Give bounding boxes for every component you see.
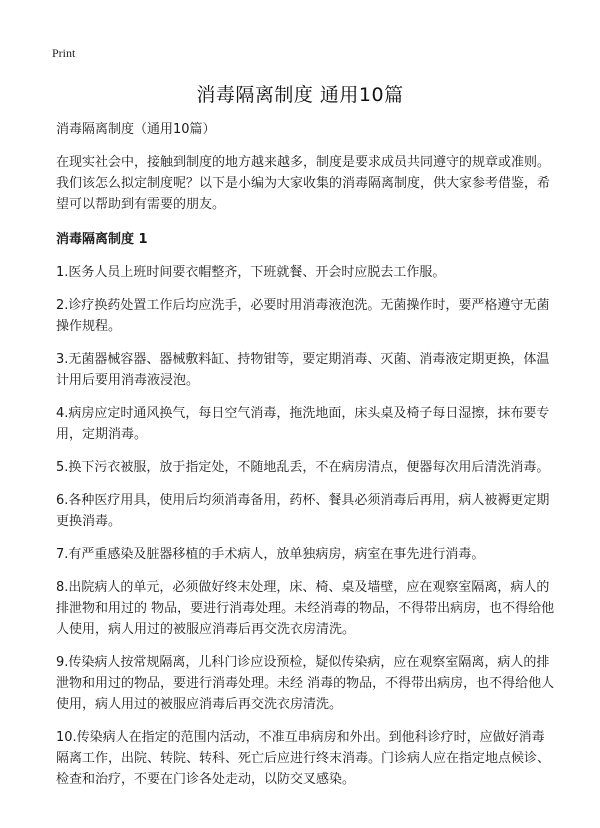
section-heading: 消毒隔离制度 1 bbox=[56, 232, 148, 247]
print-link[interactable]: Print bbox=[52, 46, 76, 60]
list-item: 5.换下污衣被服，放于指定处，不随地乱丢，不在病房清点，便器每次用后清洗消毒。 bbox=[56, 460, 550, 475]
page-title: 消毒隔离制度 通用10篇 bbox=[196, 84, 404, 106]
list-item: 8.出院病人的单元，必须做好终末处理，床、椅、桌及墙壁，应在观察室隔离，病人的排泄物和用过的 物品，要进行消毒处理。未经消毒的物品，不得带出病房，也不得给他人使用，病人用过的被服应消毒后再交洗衣房清洗。 bbox=[56, 580, 555, 637]
intro-paragraph: 在现实社会中，接触到制度的地方越来越多，制度是要求成员共同遵守的规章或准则。我们该怎么拟定制度呢？以下是小编为大家收集的消毒隔离制度，供大家参考借鉴，希望可以帮助到有需要的朋友。 bbox=[56, 155, 551, 212]
list-item: 1.医务人员上班时间要衣帽整齐，下班就餐、开会时应脱去工作服。 bbox=[56, 265, 446, 280]
document-body bbox=[56, 119, 556, 802]
list-item: 10.传染病人在指定的范围内活动，不准互串病房和外出。到他科诊疗时，应做好消毒隔离工作，出院、转院、转科、死亡后应进行终末消毒。门诊病人应在指定地点候诊、检查和治疗，不要在门诊各处走动，以防交叉感染。 bbox=[56, 730, 551, 787]
list-item: 4.病房应定时通风换气，每日空气消毒，拖洗地面，床头桌及椅子每日湿擦，抹布要专用，定期消毒。 bbox=[56, 406, 550, 442]
list-item: 6.各种医疗用具，使用后均须消毒备用，药杯、餐具必须消毒后再用，病人被褥更定期更换消毒。 bbox=[56, 493, 550, 529]
list-item: 3.无菌器械容器、器械敷料缸、持物钳等，要定期消毒、灭菌、消毒液定期更换，体温计用后要用消毒液浸泡。 bbox=[56, 352, 550, 388]
document-subtitle: 消毒隔离制度（通用10篇） bbox=[56, 122, 216, 137]
list-item: 2.诊疗换药处置工作后均应洗手，必要时用消毒液泡洗。无菌操作时，要严格遵守无菌操作规程。 bbox=[56, 298, 550, 334]
list-item: 7.有严重感染及脏器移植的手术病人，放单独病房，病室在事先进行消毒。 bbox=[56, 547, 485, 562]
list-item: 9.传染病人按常规隔离，儿科门诊应设预检，疑似传染病，应在观察室隔离，病人的排泄物和用过的物品，要进行消毒处理。未经 消毒的物品，不得带出病房，也不得给他人使用，病人用过的被服应消毒后再交洗衣房清洗。 bbox=[56, 655, 555, 712]
